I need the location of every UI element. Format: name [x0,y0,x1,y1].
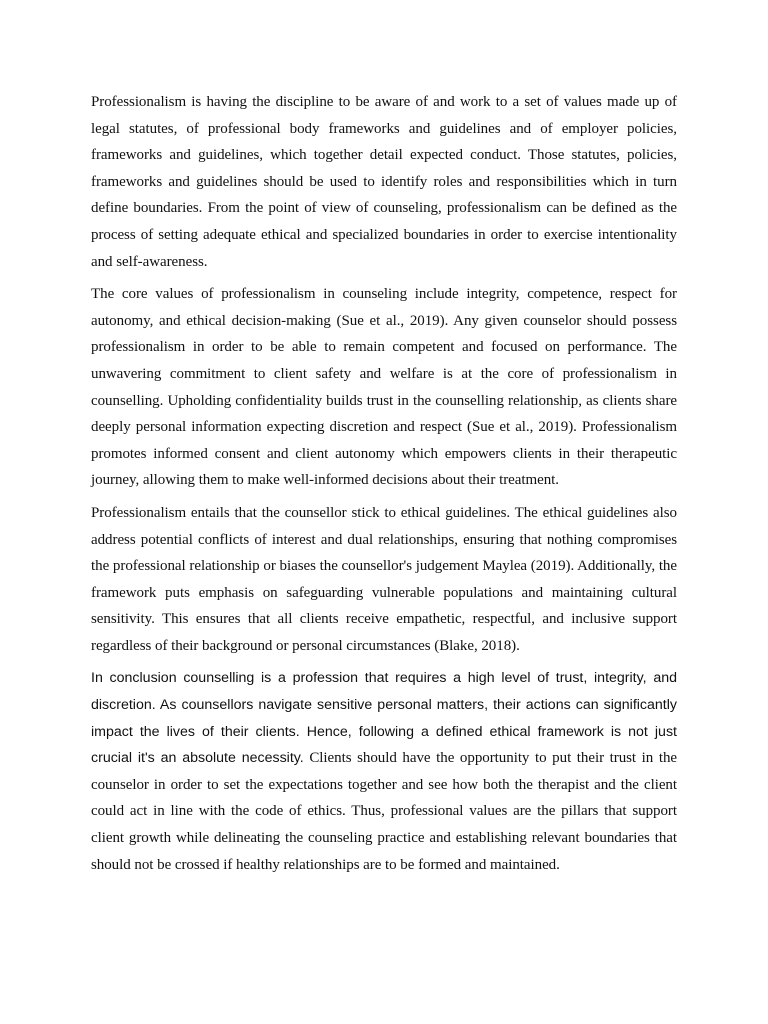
document-body [91,89,677,884]
conclusion-serif-text: Clients should have the opportunity to put their trust in the counselor in order to set the expectations together and see how both the therapist and the client could act in line with the code of ethics. Thus, professional values are the pillars that support client growth while delineating the counseling practice and establishing relevant boundaries that should not be crossed if healthy relationships are to be formed and maintained. [91,750,678,873]
paragraph-conclusion [91,665,677,878]
conclusion-sans-text: In conclusion counselling is a profession that requires a high level of trust, integrity, and discretion. As counsellors navigate sensitive personal matters, their actions can significantly impact the lives of their clients. Hence, following a defined ethical framework is not just crucial it's an absolute necessity. [91,670,677,767]
paragraph-ethical-guidelines: Professionalism entails that the counsellor stick to ethical guidelines. The ethical guidelines also address potential conflicts of interest and dual relationships, ensuring that nothing compromises the professional relationship or biases the counsellor's judgement Maylea (2019). Additionally, the framework puts emphasis on safeguarding vulnerable populations and maintaining cultural sensitivity. This ensures that all clients receive empathetic, respectful, and inclusive support regardless of their background or personal circumstances (Blake, 2018). [91,504,677,654]
paragraph-core-values: The core values of professionalism in counseling include integrity, competence, respect for autonomy, and ethical decision-making (Sue et al., 2019). Any given counselor should possess professionalism in order to be able to remain competent and focused on performance. The unwavering commitment to client safety and welfare is at the core of professionalism in counselling. Upholding confidentiality builds trust in the counselling relationship, as clients share deeply personal information expecting discretion and respect (Sue et al., 2019). Professionalism promotes informed consent and client autonomy which empowers clients in their therapeutic journey, allowing them to make well-informed decisions about their treatment. [91,286,677,489]
paragraph-definition: Professionalism is having the discipline to be aware of and work to a set of values made up of legal statutes, of professional body frameworks and guidelines and of employer policies, frameworks and guidelines, which together detail expected conduct. Those statutes, policies, frameworks and guidelines should be used to identify roles and responsibilities which in turn define boundaries. From the point of view of counseling, professionalism can be defined as the process of setting adequate ethical and specialized boundaries in order to exercise intentionality and self-awareness. [91,94,677,270]
